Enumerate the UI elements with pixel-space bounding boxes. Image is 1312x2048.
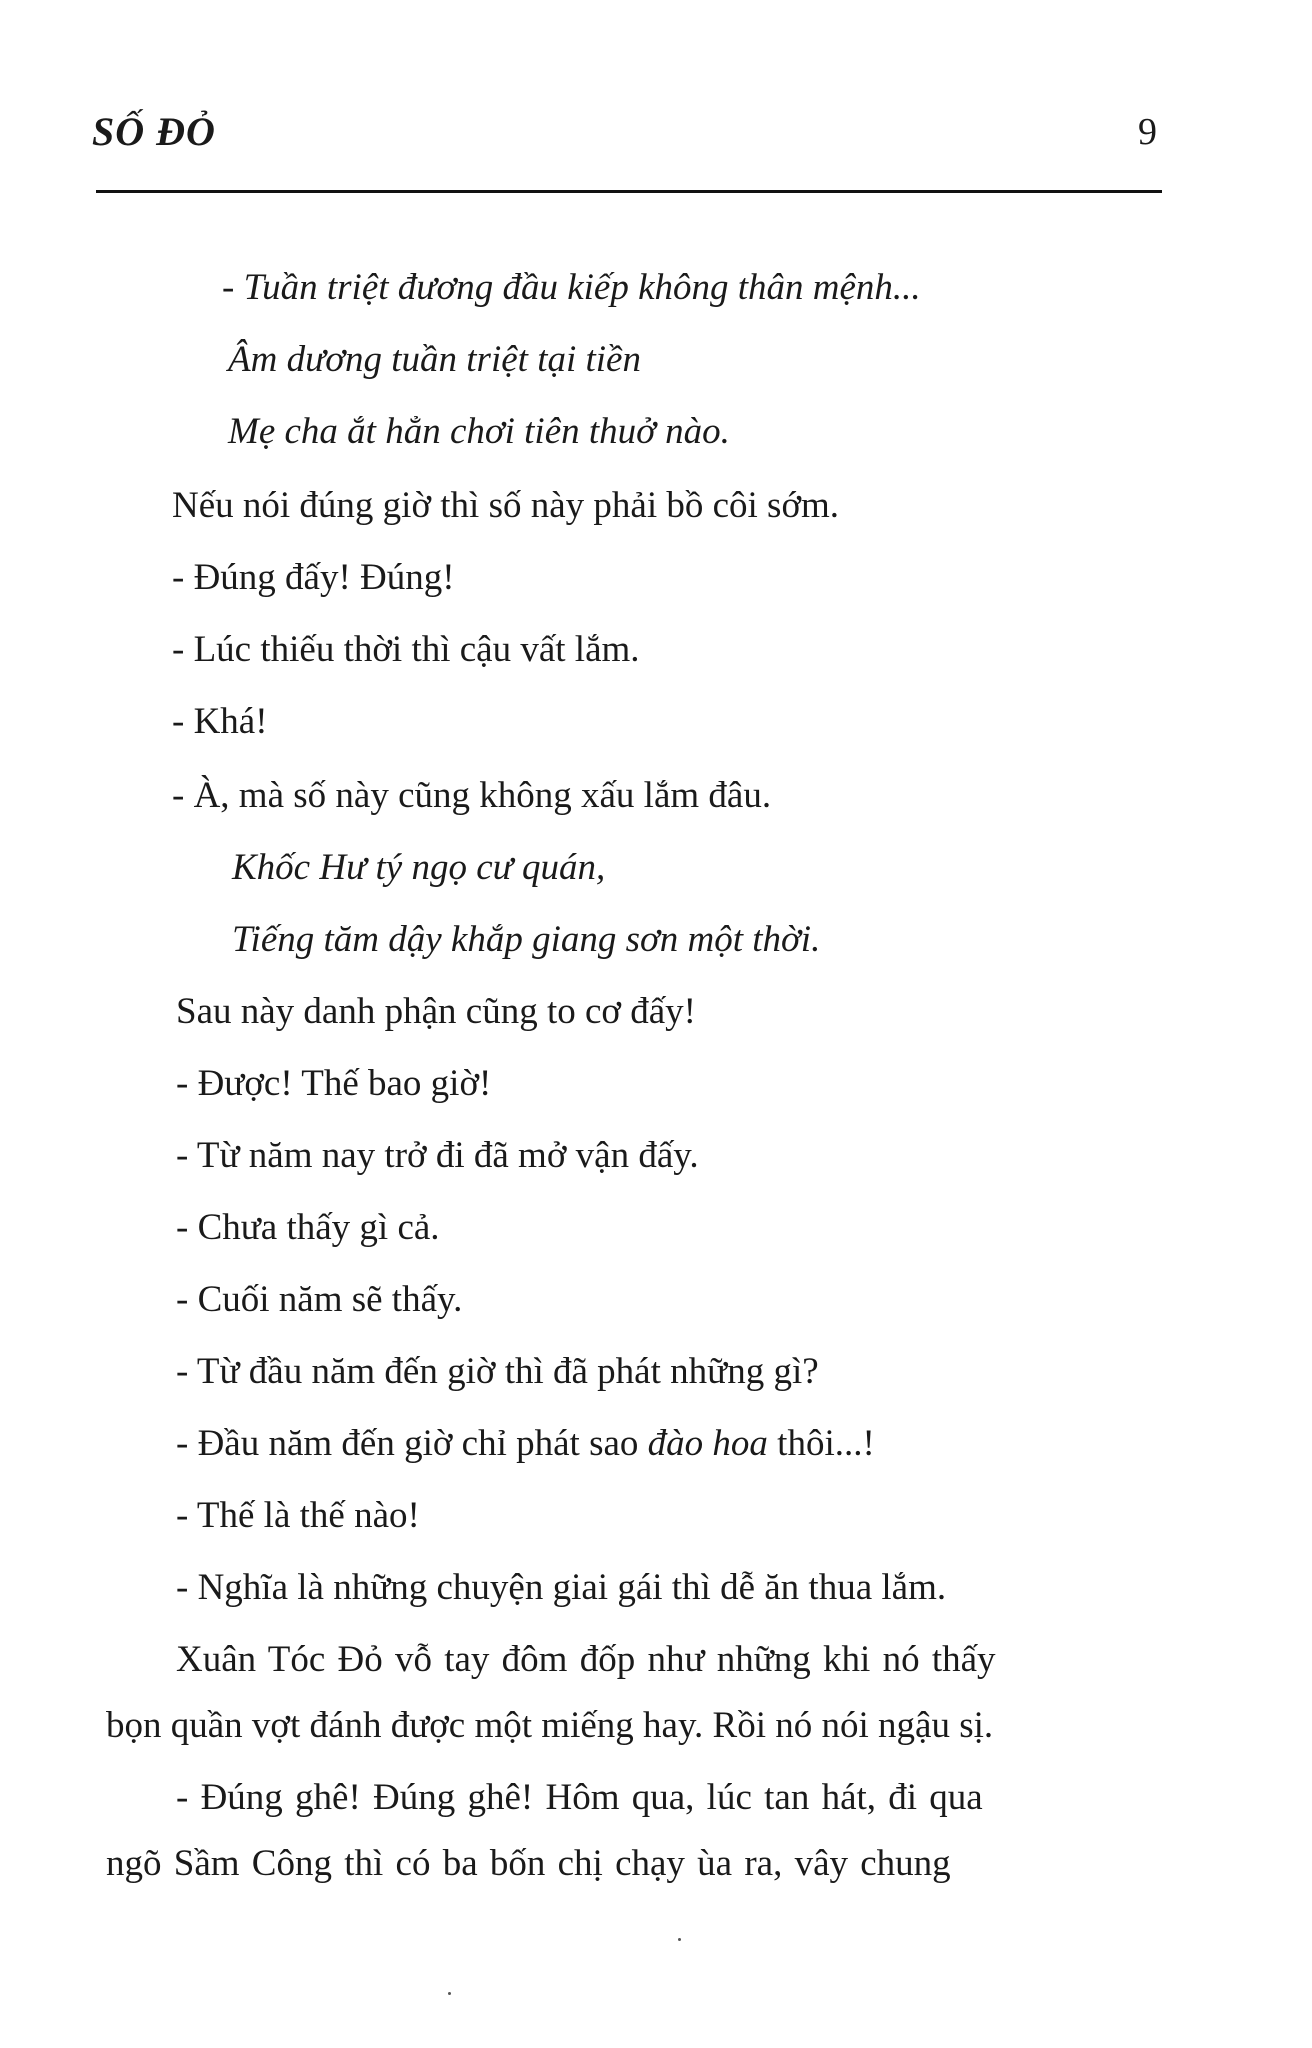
text-segment: - Đầu năm đến giờ chỉ phát sao xyxy=(176,1423,648,1464)
text-line: - Thế là thế nào! xyxy=(176,1495,420,1536)
text-segment: thôi...! xyxy=(767,1423,875,1464)
text-line: Âm dương tuần triệt tại tiền xyxy=(228,339,641,380)
text-line: - Từ năm nay trở đi đã mở vận đấy. xyxy=(176,1135,699,1176)
text-line: - Nghĩa là những chuyện giai gái thì dễ ăn thua lắm. xyxy=(176,1567,947,1608)
text-line: - Được! Thế bao giờ! xyxy=(176,1063,492,1104)
running-header-title: SỐ ĐỎ xyxy=(92,109,216,154)
italic-phrase: đào hoa xyxy=(647,1423,768,1464)
text-line: Nếu nói đúng giờ thì số này phải bồ côi sớm. xyxy=(172,485,840,526)
text-line: Xuân Tóc Đỏ vỗ tay đôm đốp như những khi nó thấy xyxy=(176,1639,996,1680)
text-line: ngõ Sầm Công thì có ba bốn chị chạy ùa ra, vây chung xyxy=(106,1843,951,1884)
text-line: Mẹ cha ắt hẳn chơi tiên thuở nào. xyxy=(228,411,730,452)
text-line: Tiếng tăm dậy khắp giang sơn một thời. xyxy=(232,919,821,960)
text-line: Khốc Hư tý ngọ cư quán, xyxy=(232,847,606,888)
text-line: - Đúng ghê! Đúng ghê! Hôm qua, lúc tan hát, đi qua xyxy=(176,1777,983,1818)
print-speck xyxy=(448,1992,451,1995)
print-speck xyxy=(678,1938,681,1941)
text-line: - Từ đầu năm đến giờ thì đã phát những gì? xyxy=(176,1351,819,1392)
text-line xyxy=(176,1422,875,1466)
page-number: 9 xyxy=(1138,111,1157,153)
text-line: bọn quần vợt đánh được một miếng hay. Rồi nó nói ngậu sị. xyxy=(106,1705,994,1746)
text-line: - Tuần triệt đương đầu kiếp không thân mệnh... xyxy=(222,267,921,308)
text-line: - Chưa thấy gì cả. xyxy=(176,1207,440,1248)
text-line: - Đúng đấy! Đúng! xyxy=(172,557,455,598)
text-line: - Lúc thiếu thời thì cậu vất lắm. xyxy=(172,629,640,670)
text-line: Sau này danh phận cũng to cơ đấy! xyxy=(176,991,696,1032)
text-line: - Khá! xyxy=(172,701,268,742)
header-divider xyxy=(96,190,1162,193)
text-line: - Cuối năm sẽ thấy. xyxy=(176,1279,463,1320)
text-line: - À, mà số này cũng không xấu lắm đâu. xyxy=(172,775,772,816)
